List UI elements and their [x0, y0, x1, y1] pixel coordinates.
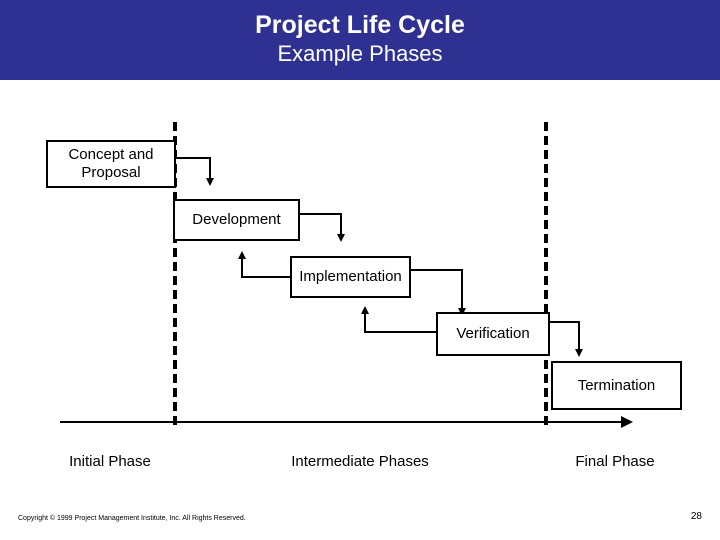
- label-intermediate-phases: Intermediate Phases: [291, 453, 429, 470]
- feedback-arrowhead-implementation: [361, 306, 369, 314]
- copyright-notice: Copyright © 1999 Project Management Institute, Inc. All Rights Reserved.: [18, 515, 246, 522]
- arrowhead-concept-to-development: [206, 178, 214, 186]
- arrowhead-verification-to-termination: [575, 349, 583, 357]
- feedback-implementation-to-development: [242, 258, 292, 277]
- timeline-arrowhead: [621, 416, 633, 428]
- phase-box-development: Development: [173, 199, 300, 241]
- phase-box-concept-proposal: Concept and Proposal: [46, 140, 176, 188]
- phase-box-implementation: Implementation: [290, 256, 411, 298]
- phase-box-termination: Termination: [551, 361, 682, 410]
- label-final-phase: Final Phase: [575, 453, 655, 470]
- arrow-implementation-to-verification: [405, 270, 462, 309]
- arrowhead-development-to-implementation: [337, 234, 345, 242]
- feedback-arrowhead-development: [238, 251, 246, 259]
- page-number: 28: [690, 511, 702, 522]
- arrow-verification-to-termination: [548, 322, 579, 350]
- arrow-development-to-implementation: [298, 214, 341, 235]
- phase-box-verification: Verification: [436, 312, 550, 356]
- slide-subtitle: Example Phases: [277, 41, 443, 66]
- label-initial-phase: Initial Phase: [69, 453, 151, 470]
- arrow-concept-to-development: [175, 158, 210, 179]
- slide-title: Project Life Cycle: [255, 11, 465, 39]
- feedback-verification-to-implementation: [365, 313, 438, 332]
